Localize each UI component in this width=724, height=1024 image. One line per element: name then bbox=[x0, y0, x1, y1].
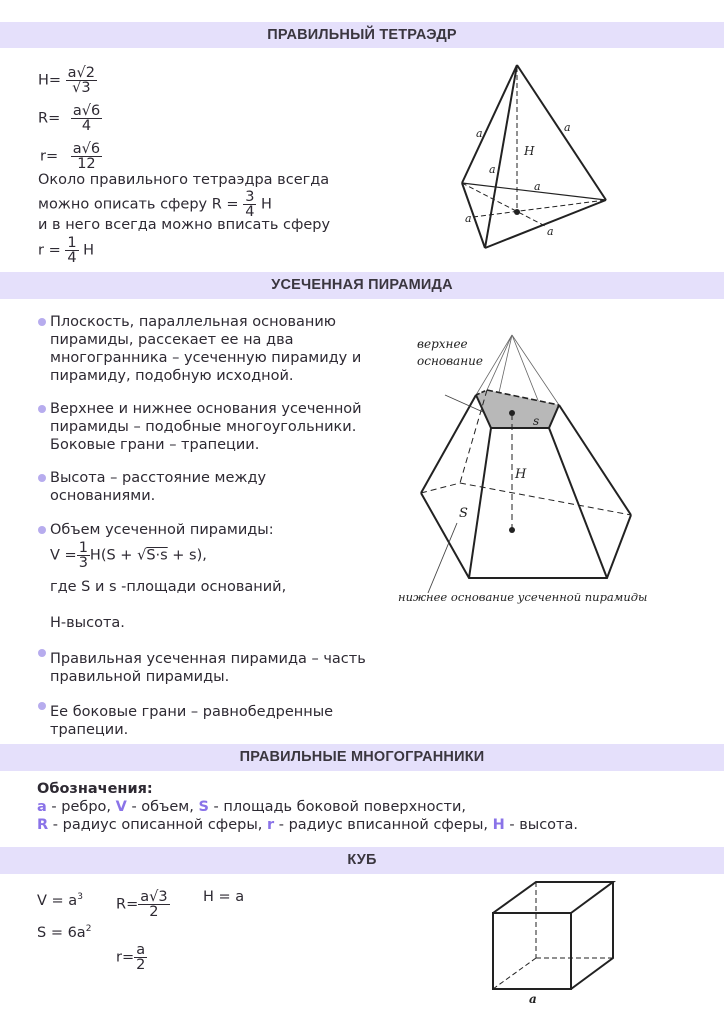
section-header-polyhedra bbox=[0, 744, 724, 771]
top-base-label: верхнее bbox=[417, 337, 468, 351]
formula-circumradius: R= $\frac{a√6}{4}$ bbox=[38, 103, 101, 134]
edge-label: a bbox=[534, 180, 541, 193]
bullet-dot bbox=[38, 318, 46, 326]
section-title: КУБ bbox=[347, 852, 377, 868]
tetra-text-line2: можно описать сферу R = $\frac{3}{4}$ H bbox=[38, 189, 272, 220]
edge-label: a bbox=[529, 992, 537, 1006]
pointer-line bbox=[428, 523, 457, 593]
edge-label: a bbox=[476, 127, 483, 140]
center-point bbox=[514, 209, 520, 215]
edge-label: a bbox=[489, 163, 496, 176]
notation-line-1: a - ребро, V - объем, S - площадь боковой поверхности, bbox=[37, 799, 466, 815]
frustum-where-line: где S и s -площади оснований, bbox=[50, 579, 287, 595]
edge-label: a bbox=[465, 212, 472, 225]
notation-line-2: R - радиус описанной сферы, r - радиус вписанной сферы, H - высота. bbox=[37, 817, 578, 833]
frustum-bullet-4: Объем усеченной пирамиды: bbox=[50, 522, 274, 538]
front-face bbox=[493, 913, 571, 989]
bullet-dot bbox=[38, 702, 46, 710]
cube-circumradius: R= $\frac{a√3}{2}$ bbox=[116, 889, 168, 920]
top-base-label: основание bbox=[417, 354, 483, 368]
symbol: H bbox=[492, 817, 505, 833]
fraction: $\frac{a}{2}$ bbox=[136, 942, 146, 973]
top-face bbox=[493, 882, 613, 913]
fraction: $\frac{a√3}{2}$ bbox=[140, 889, 168, 920]
frustum-volume-formula: V = $\frac{1}{3}$ H(S + √S·s + s), bbox=[50, 540, 207, 571]
edge bbox=[517, 65, 606, 200]
fraction: $\frac{a√6}{4}$ bbox=[72, 103, 101, 134]
cube-area: $S = 6a^2$ bbox=[37, 924, 92, 941]
frustum-bullet-1: Плоскость, параллельная основанию пирамиды, рассекает ее на два многогранника – усеченную пирамиду и пирамиду, подобную исходной. bbox=[50, 314, 362, 384]
edge-label: a bbox=[564, 121, 571, 134]
fraction: $\frac{a√2}{√3}$ bbox=[67, 65, 96, 96]
frustum-bullet-5: Правильная усеченная пирамида – часть правильной пирамиды. bbox=[50, 651, 366, 685]
tetra-text-line1: Около правильного тетраэдра всегда bbox=[38, 172, 330, 188]
section-title: УСЕЧЕННАЯ ПИРАМИДА bbox=[271, 277, 453, 293]
notation-title: Обозначения: bbox=[37, 781, 153, 797]
frustum-figure bbox=[395, 325, 685, 610]
tetrahedron-figure bbox=[440, 55, 640, 265]
bottom-center-point bbox=[509, 527, 515, 533]
bullet-dot bbox=[38, 526, 46, 534]
edge bbox=[485, 65, 517, 248]
top-center-point bbox=[509, 410, 515, 416]
big-s-label: S bbox=[459, 506, 468, 521]
edge bbox=[485, 200, 606, 248]
tetra-text-line4: r = $\frac{1}{4}$ H bbox=[38, 235, 95, 266]
height-label: H bbox=[524, 144, 535, 158]
symbol: r bbox=[266, 817, 275, 833]
edge-label: a bbox=[547, 225, 554, 238]
frustum-height-line: Н-высота. bbox=[50, 615, 125, 631]
small-s-label: s bbox=[533, 414, 540, 428]
symbol: a bbox=[37, 799, 47, 815]
cube-volume: $V = a^3$ bbox=[37, 892, 83, 909]
section-header-tetrahedron bbox=[0, 22, 724, 48]
section-header-frustum bbox=[0, 272, 724, 299]
frustum-bullet-2: Верхнее и нижнее основания усеченной пирамиды – подобные многоугольники. Боковые грани – трапеции. bbox=[50, 401, 362, 453]
bullet-dot bbox=[38, 649, 46, 657]
tetra-text-line3: и в него всегда можно вписать сферу bbox=[38, 217, 331, 233]
symbol: V bbox=[115, 799, 127, 815]
cube-figure bbox=[470, 870, 630, 1020]
fraction: $\frac{1}{3}$ bbox=[78, 540, 88, 571]
symbol: R bbox=[37, 817, 49, 833]
cube-height: H = a bbox=[203, 889, 245, 905]
height-label: H bbox=[515, 467, 527, 482]
section-title: ПРАВИЛЬНЫЕ МНОГОГРАННИКИ bbox=[239, 749, 485, 765]
symbol: S bbox=[198, 799, 209, 815]
fraction: $\frac{1}{4}$ bbox=[67, 235, 77, 266]
section-title: ПРАВИЛЬНЫЙ ТЕТРАЭДР bbox=[267, 27, 457, 43]
formula-inradius: r= $\frac{a√6}{12}$ bbox=[40, 141, 101, 172]
bottom-base-caption: нижнее основание усеченной пирамиды bbox=[398, 590, 648, 604]
formula-height: H= $\frac{a√2}{√3}$ bbox=[38, 65, 96, 96]
frustum-bullet-6: Ее боковые грани – равнобедренные трапеции. bbox=[50, 704, 334, 738]
cube-inradius: r= $\frac{a}{2}$ bbox=[116, 942, 146, 973]
fraction: $\frac{3}{4}$ bbox=[245, 189, 255, 220]
bullet-dot bbox=[38, 405, 46, 413]
bullet-dot bbox=[38, 474, 46, 482]
fraction: $\frac{a√6}{12}$ bbox=[72, 141, 101, 172]
frustum-bullet-3: Высота – расстояние между основаниями. bbox=[50, 470, 267, 504]
